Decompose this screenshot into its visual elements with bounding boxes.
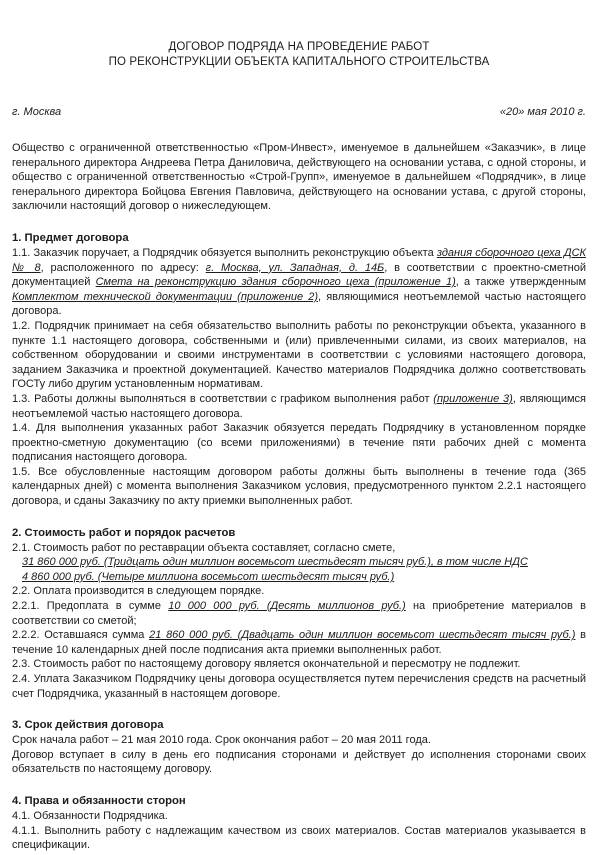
prepayment-field: 10 000 000 руб. (Десять миллионов руб.) bbox=[168, 600, 406, 613]
clause-4-1-1: 4.1.1. Выполнить работу с надлежащим качеством из своих материалов. Состав материалов указывается в спецификации. bbox=[12, 824, 586, 852]
clause-2-2-2-text-b: в течение 10 календарных дней после подписания акта приемки выполненных работ. bbox=[12, 629, 587, 656]
remaining-sum-field: 21 860 000 руб. (Двадцать один миллион восемьсот шестьдесят тысяч руб.) bbox=[149, 629, 576, 642]
intro-paragraph: Общество с ограниченной ответственностью «Пром-Инвест», именуемое в дальнейшем «Заказчик», в лице генерального директора Андреева Петра Даниловича, действующего на основании устава, с одной стороны, и общество с ограниченной ответственностью «Строй-Групп», именуемое в дальнейшем «Подрядчик», в лице генерального директора Бойцова Евгения Павловича, действующего на основании устава, с другой стороны, заключили настоящий договор о нижеследующем. bbox=[12, 142, 586, 213]
total-cost-field: 31 860 000 руб. (Тридцать один миллион восемьсот шестьдесят тысяч руб.), в том числе НДС bbox=[22, 556, 528, 569]
city: г. Москва bbox=[12, 106, 62, 118]
title-line-1: ДОГОВОР ПОДРЯДА НА ПРОВЕДЕНИЕ РАБОТ bbox=[168, 41, 430, 53]
clause-2-3: 2.3. Стоимость работ по настоящему договору является окончательной и пересмотру не подлежит. bbox=[12, 658, 521, 671]
title-line-2: ПО РЕКОНСТРУКЦИИ ОБЪЕКТА КАПИТАЛЬНОГО СТРОИТЕЛЬСТВА bbox=[108, 56, 490, 68]
clause-1-2: 1.2. Подрядчик принимает на себя обязательство выполнить работы по реконструкции объекта, указанного в пункте 1.1 настоящего договора, собственными и (или) привлеченными силами, из своих материалов, на собственном оборудовании и своими инструментами в соответствии с условиями настоящего договора, заданием Заказчика и проектной документацией. Качество материалов Подрядчика должно соответствовать ГОСТу либо другим установленным нормативам. bbox=[12, 319, 586, 391]
clause-1-3-text-a: 1.3. Работы должны выполняться в соответствии с графиком выполнения работ bbox=[12, 392, 430, 405]
clause-1-1-text-d: , а также утвержденным bbox=[455, 276, 587, 289]
section-3-heading: 3. Срок действия договора bbox=[12, 719, 164, 732]
place-and-date bbox=[12, 106, 586, 121]
clause-3-1: Срок начала работ – 21 мая 2010 года. Срок окончания работ – 20 мая 2011 года. bbox=[12, 734, 431, 747]
clause-4-1: 4.1. Обязанности Подрядчика. bbox=[12, 809, 168, 822]
clause-2-2-2 bbox=[12, 628, 586, 657]
clause-1-4: 1.4. Для выполнения указанных работ Заказчик обязуется передать Подрядчику в установленном порядке проектно-сметную документацию (со всеми приложениями) в течение пяти рабочих дней с момента подписания настоящего договора. bbox=[12, 422, 586, 464]
clause-2-2-1 bbox=[12, 599, 586, 628]
object-name-field: здания сборочного цеха ДСК № 8 bbox=[12, 246, 586, 274]
clause-1-1-text-a: 1.1. Заказчик поручает, а Подрядчик обязуется выполнить реконструкцию объекта bbox=[12, 246, 434, 259]
clause-1-3-text-b: , являющимся неотъемлемой частью настоящего договора. bbox=[12, 392, 587, 420]
clause-3-2: Договор вступает в силу в день его подписания сторонами и действует до исполнения сторонами своих обязательств по настоящему договору. bbox=[12, 748, 586, 776]
clause-2-2-1-text-a: 2.2.1. Предоплата в сумме bbox=[12, 600, 161, 613]
address-field: г. Москва, ул. Западная, д. 14Б bbox=[205, 261, 385, 274]
clause-1-1-text-b: , расположенного по адресу: bbox=[40, 261, 199, 274]
clause-2-2-1-text-b: на приобретение материалов в соответствии со сметой; bbox=[12, 600, 586, 627]
clause-2-4: 2.4. Уплата Заказчиком Подрядчику цены договора осуществляется путем перечисления средств на расчетный счет Подрядчика, указанный в настоящем договоре. bbox=[12, 673, 586, 700]
clause-2-1: 2.1. Стоимость работ по реставрации объекта составляет, согласно смете, bbox=[12, 541, 396, 554]
clause-1-1-text-e: , являющимися неотъемлемой частью настоящего договора. bbox=[12, 290, 586, 318]
vat-field: 4 860 000 руб. (Четыре миллиона восемьсот шестьдесят тысяч руб.) bbox=[22, 570, 395, 583]
section-1-heading: 1. Предмет договора bbox=[12, 231, 129, 244]
clause-1-1 bbox=[12, 246, 586, 319]
schedule-appendix-field: (приложение 3) bbox=[433, 392, 513, 405]
estimate-field: Смета на реконструкцию здания сборочного цеха (приложение 1) bbox=[95, 276, 456, 289]
date: «20» мая 2010 г. bbox=[499, 106, 586, 118]
clause-2-2-2-text-a: 2.2.2. Оставшаяся сумма bbox=[12, 629, 145, 642]
clause-1-1-text-c: , в соответствии с проектно-сметной документацией bbox=[12, 261, 586, 289]
clause-1-5: 1.5. Все обусловленные настоящим договором работы должны быть выполнены в течение года (365 календарных дней) с момента выполнения Заказчиком условия, предусмотренного пунктом 2.2.1 настоящего договора, и сданы Заказчику по акту приемки выполненных работ. bbox=[12, 465, 586, 508]
document-title bbox=[12, 40, 586, 70]
section-2-heading: 2. Стоимость работ и порядок расчетов bbox=[12, 526, 236, 539]
tech-docs-field: Комплектом технической документации (приложение 2) bbox=[12, 290, 319, 303]
clause-2-1-amount bbox=[12, 555, 586, 584]
section-4-heading: 4. Права и обязанности сторон bbox=[12, 794, 186, 807]
clause-1-3 bbox=[12, 392, 586, 421]
clause-2-2: 2.2. Оплата производится в следующем порядке. bbox=[12, 585, 265, 598]
